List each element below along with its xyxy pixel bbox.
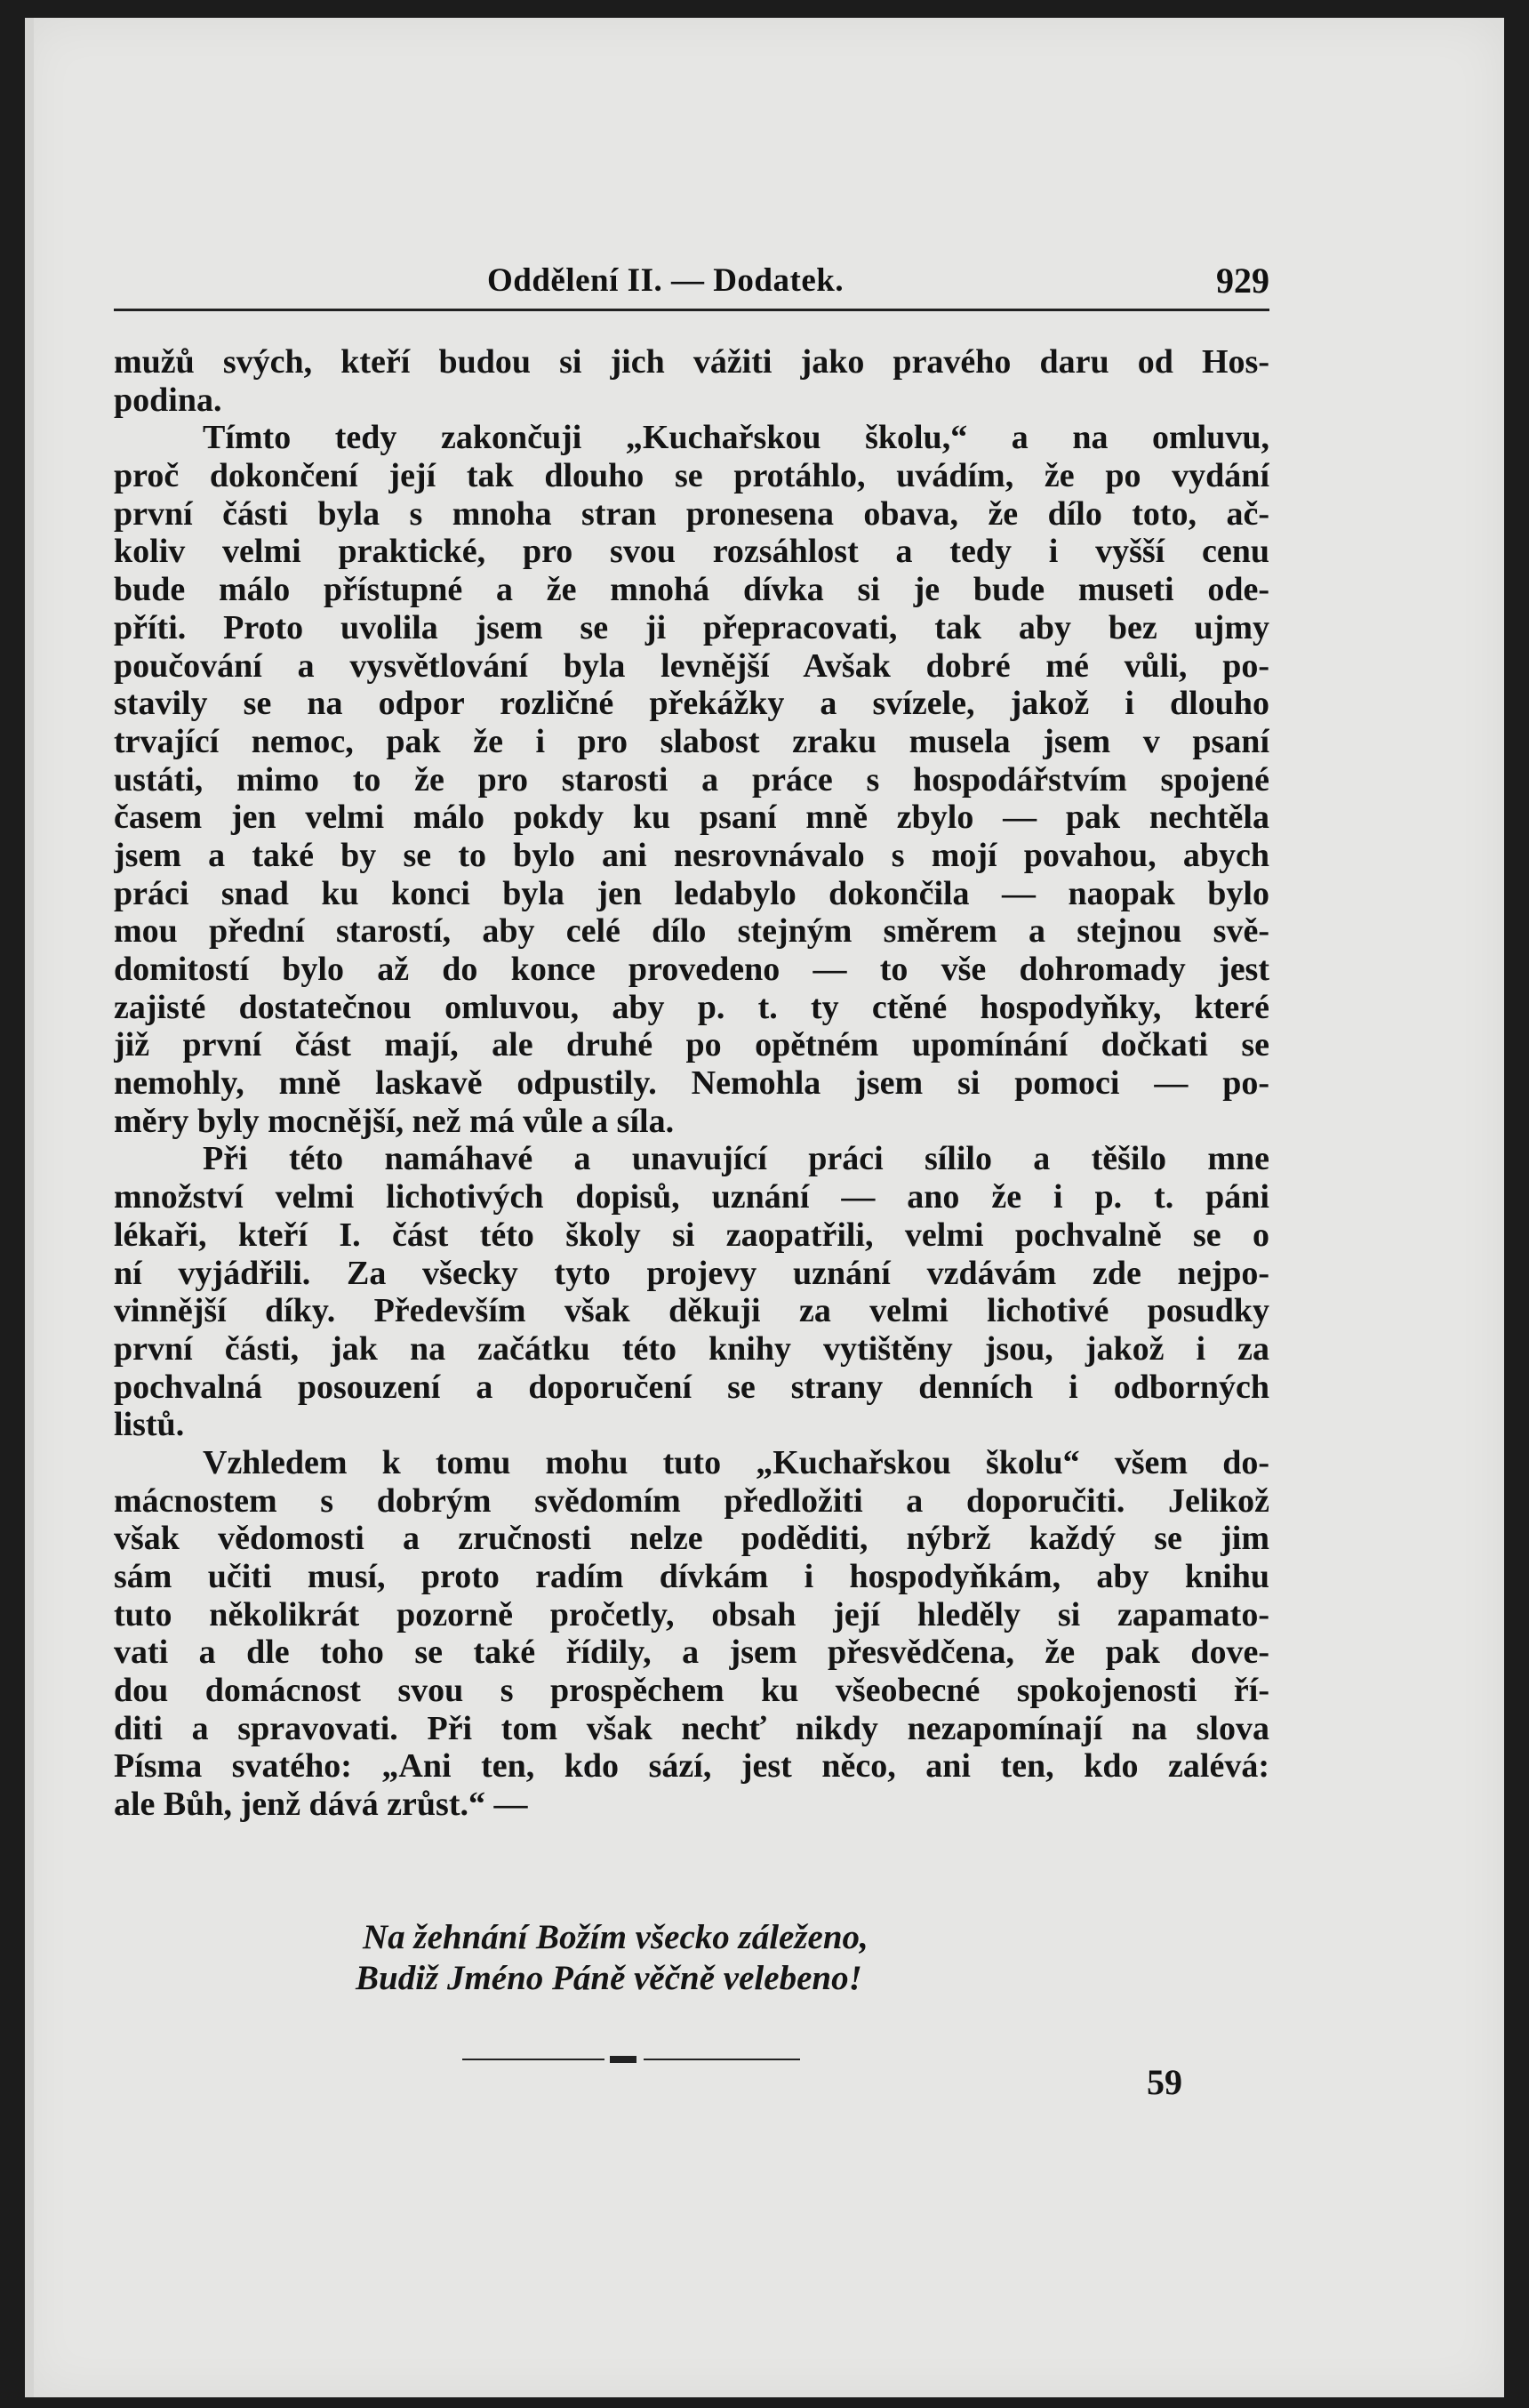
text-line: Vzhledem k tomu mohu tuto „Kuchařskou školu“ všem do- <box>203 1443 1269 1481</box>
text-line: proč dokončení její tak dlouho se protáhlo, uvádím, že po vydání <box>114 457 1269 495</box>
text-line: zajisté dostatečnou omluvou, aby p. t. ty ctěné hospodyňky, které <box>114 988 1269 1026</box>
signature-number: 59 <box>1147 2062 1182 2102</box>
text-line: množství velmi lichotivých dopisů, uznání — ano že i p. t. páni <box>114 1178 1269 1216</box>
text-line: koliv velmi praktické, pro svou rozsáhlost a tedy i vyšší cenu <box>114 533 1269 571</box>
text-line: vati a dle toho se také řídily, a jsem přesvědčena, že pak dove- <box>114 1633 1269 1672</box>
text-line: ní vyjádřili. Za všecky tyto projevy uznání vzdávám zde nejpo- <box>114 1254 1269 1292</box>
running-header <box>114 254 1269 308</box>
text-line: však vědomosti a zručnosti nelze poděditi, nýbrž každý se jim <box>114 1520 1269 1558</box>
page-edge <box>25 18 34 2397</box>
text-line: ustáti, mimo to že pro starosti a práce s hospodářstvím spojené <box>114 760 1269 799</box>
text-line: domitostí bylo až do konce provedeno — to vše dohromady jest <box>114 951 1269 988</box>
closing-verse <box>356 1917 869 1999</box>
text-line: mou přední starostí, aby celé dílo stejným směrem a stejnou svě- <box>114 912 1269 951</box>
text-line: podina. <box>114 381 222 419</box>
text-line: jsem a také by se to bylo ani nesrovnávalo s mojí povahou, abych <box>114 836 1269 874</box>
text-line: práci snad ku konci byla jen ledabylo dokončila — naopak bylo <box>114 874 1269 912</box>
text-line: Tímto tedy zakončuji „Kuchařskou školu,“ a na omluvu, <box>203 419 1269 457</box>
body-text <box>114 343 1269 1824</box>
text-line: lékaři, kteří I. část této školy si zaopatřili, velmi pochvalně se o <box>114 1216 1269 1254</box>
text-line: bude málo přístupné a že mnohá dívka si je bude museti ode- <box>114 571 1269 609</box>
text-line: listů. <box>114 1406 185 1444</box>
ornament-divider <box>462 2054 800 2065</box>
text-line: dou domácnost svou s prospěchem ku všeobecné spokojenosti ří- <box>114 1672 1269 1710</box>
text-line: Písma svatého: „Ani ten, kdo sází, jest něco, ani ten, kdo zalévá: <box>114 1747 1269 1786</box>
text-line: první části byla s mnoha stran pronesena obava, že dílo toto, ač- <box>114 494 1269 533</box>
text-line: sám učiti musí, proto radím dívkám i hospodyňkám, aby knihu <box>114 1558 1269 1595</box>
text-line: Při této namáhavé a unavující práci sílilo a těšilo mne <box>203 1140 1269 1178</box>
text-line: poučování a vysvětlování byla levnější Avšak dobré mé vůli, po- <box>114 646 1269 685</box>
page-number: 929 <box>1216 261 1269 301</box>
text-line: trvající nemoc, pak že i pro slabost zraku musela jsem v psaní <box>114 722 1269 760</box>
text-line: ale Bůh, jenž dává zrůst.“ — <box>114 1786 528 1824</box>
text-line: vinnější díky. Především však děkuji za velmi lichotivé posudky <box>114 1292 1269 1330</box>
text-line: měry byly mocnější, než má vůle a síla. <box>114 1102 675 1140</box>
verse-line-1: Na žehnání Božím všecko záleženo, <box>363 1918 869 1956</box>
text-line: mužů svých, kteří budou si jich vážiti jako pravého daru od Hos- <box>114 343 1269 381</box>
verse-line-2: Budiž Jméno Páně věčně velebeno! <box>356 1959 862 1997</box>
text-line: tuto několikrát pozorně pročetly, obsah její hleděly si zapamato- <box>114 1595 1269 1633</box>
text-line: první části, jak na začátku této knihy vytištěny jsou, jakož i za <box>114 1329 1269 1368</box>
text-line: pochvalná posouzení a doporučení se strany denních i odborných <box>114 1368 1269 1406</box>
text-line: již první část mají, ale druhé po opětném upomínání dočkati se <box>114 1026 1269 1064</box>
text-line: příti. Proto uvolila jsem se ji přepracovati, tak aby bez ujmy <box>114 608 1269 646</box>
text-line: nemohly, mně laskavě odpustily. Nemohla jsem si pomoci — po- <box>114 1064 1269 1103</box>
header-title: Oddělení II. — Dodatek. <box>487 262 845 299</box>
text-line: časem jen velmi málo pokdy ku psaní mně zbylo — pak nechtěla <box>114 799 1269 837</box>
text-line: diti a spravovati. Při tom však nechť nikdy nezapomínají na slova <box>114 1709 1269 1747</box>
text-line: stavily se na odpor rozličné překážky a svízele, jakož i dlouho <box>114 685 1269 723</box>
header-rule <box>114 309 1269 311</box>
text-line: mácnostem s dobrým svědomím předložiti a doporučiti. Jelikož <box>114 1481 1269 1520</box>
